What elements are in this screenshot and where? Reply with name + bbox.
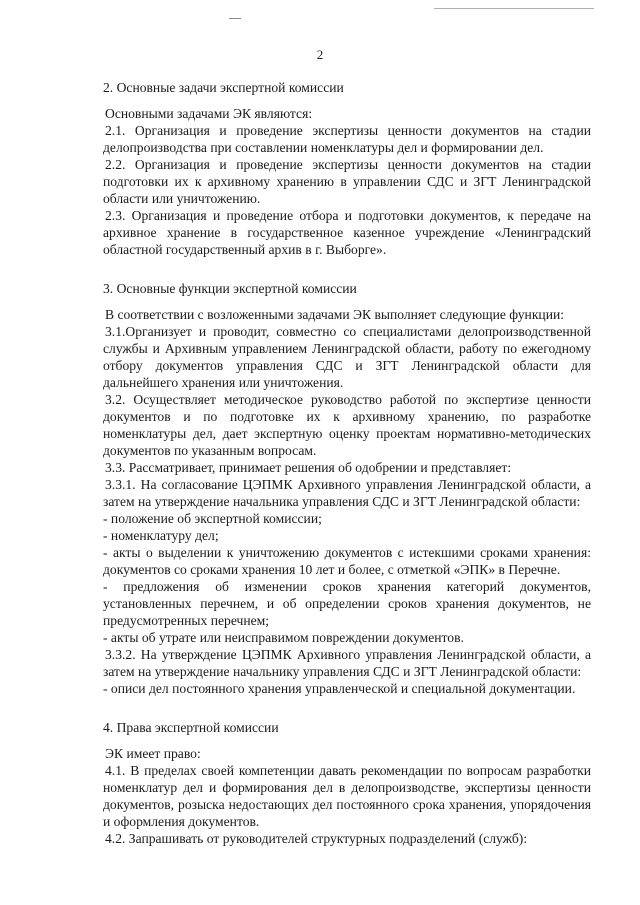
scan-mark xyxy=(229,18,241,19)
section-2-item-2: 2.2. Организация и проведение экспертизы ценности документов на стадии подготовки их к архивному хранению в управлении СДС и ЗГТ Ленинградской области или уничтожению. xyxy=(103,157,591,206)
list-item: - положение об экспертной комиссии; xyxy=(103,511,322,526)
section-3-p33: 3.3. Рассматривает, принимает решения об одобрении и представляет: xyxy=(105,460,512,475)
document-body xyxy=(103,79,591,847)
section-4-intro: ЭК имеет право: xyxy=(105,746,201,761)
section-4-heading: 4. Права экспертной комиссии xyxy=(103,720,279,735)
list-item: - номенклатуру дел; xyxy=(103,528,219,543)
section-2-item-3: 2.3. Организация и проведение отбора и подготовки документов, к передаче на архивное хранение в государственное казенное учреждение «Ленинградский областной государственный архив в г. Выборге». xyxy=(103,208,591,257)
section-2-heading: 2. Основные задачи экспертной комиссии xyxy=(103,80,344,95)
section-2-item-1: 2.1. Организация и проведение экспертизы ценности документов на стадии делопроизводства при составлении номенклатуры дел и формировании дел. xyxy=(103,123,591,155)
section-4-p42: 4.2. Запрашивать от руководителей структурных подразделений (служб): xyxy=(105,831,528,846)
section-3-heading: 3. Основные функции экспертной комиссии xyxy=(103,281,357,296)
list-item: - акты об утрате или неисправимом повреждении документов. xyxy=(103,630,464,645)
list-item: - описи дел постоянного хранения управленческой и специальной документации. xyxy=(103,681,576,696)
section-3-p31: 3.1.Организует и проводит, совместно со специалистами делопроизводственной службы и Архивным управлением Ленинградской области, работу по ежегодному отбору документов управления СДС и ЗГТ Ленинградской области для дальнейшего хранения или уничтожения. xyxy=(103,324,591,390)
section-3-intro: В соответствии с возложенными задачами ЭК выполняет следующие функции: xyxy=(105,307,565,322)
section-3-p331: 3.3.1. На согласование ЦЭПМК Архивного управления Ленинградской области, а затем на утверждение начальника управления СДС и ЗГТ Ленинградской области: xyxy=(103,477,591,509)
scan-mark xyxy=(434,8,594,9)
section-4-p41: 4.1. В пределах своей компетенции давать рекомендации по вопросам разработки номенклатур дел и формирования дел в делопроизводстве, экспертизы ценности документов, розыска недостающих дел постоянного срока хранения, упорядочения и оформления документов. xyxy=(103,763,591,829)
page-number: 2 xyxy=(316,47,324,62)
section-3-p332: 3.3.2. На утверждение ЦЭПМК Архивного управления Ленинградской области, а затем на утверждение начальнику управления СДС и ЗГТ Ленинградской области: xyxy=(103,647,591,679)
section-3-p32: 3.2. Осуществляет методическое руководство работой по экспертизе ценности документов и по подготовке их к архивному хранению, по разработке номенклатуры дел, дает экспертную оценку проектам нормативно-методических документов по указанным вопросам. xyxy=(103,392,591,458)
section-2-intro: Основными задачами ЭК являются: xyxy=(105,106,313,121)
list-item: - предложения об изменении сроков хранения категорий документов, установленных перечнем, и об определении сроков хранения документов, не предусмотренных перечнем; xyxy=(103,579,591,628)
list-item: - акты о выделении к уничтожению документов с истекшими сроками хранения: документов со сроками хранения 10 лет и более, с отметкой «ЭПК» в Перечне. xyxy=(103,545,591,577)
